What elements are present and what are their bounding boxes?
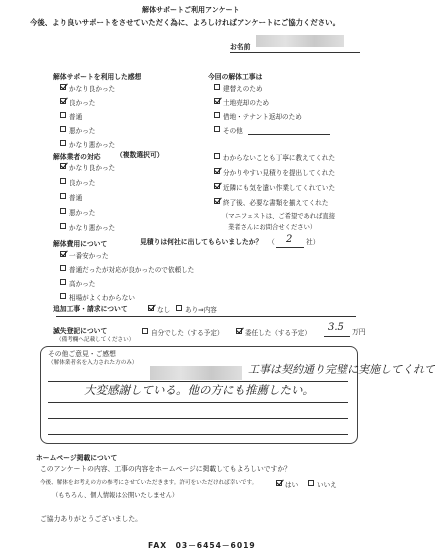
quote-answer[interactable]: 2 [286,234,293,245]
comment-line-2: 大変感謝している。他の方にも推薦したい。 [84,383,314,397]
homepage-question: このアンケートの内容、工事の内容をホームページに掲載してもよろしいですか？ [40,465,291,473]
name-label: お名前 [230,43,251,51]
additional-title: 追加工事・請求について [53,305,128,313]
thanks-text: ご協力ありがとうございました。 [40,515,142,523]
subsidy-amount[interactable]: 3.5 [328,322,344,333]
manifest-note-2: 業者さんにお問合せください） [228,224,317,231]
comment-ruler-1 [48,381,348,382]
support-reason-title: 解体サポートを利用した感想 [53,73,142,81]
manifest-note-1: （マニフェストは、ご希望であれば直接 [222,213,336,220]
privacy-note: （もちろん、個人情報は公開いたしません） [52,492,179,499]
quote-close: 社） [306,238,320,246]
subsidy-title: 滅失登記について [53,327,108,335]
subsidy-unit: 万円 [352,328,366,336]
name-underline [230,52,360,53]
cost-title: 解体費用について [53,240,108,248]
redacted-company [150,366,242,380]
quote-question: 見積りは何社に出してもらいましたか？ [140,238,263,246]
fax-number: FAX 03－6454－6019 [148,541,256,550]
comment-line-1: 工事は契約通り完璧に実施してくれて [248,363,435,376]
additional-underline [56,316,356,317]
contractor-title: 解体業者の対応 [53,153,101,161]
subsidy-amount-underline [324,336,350,337]
homepage-note: 今後、解体をお考えの方の参考にさせていただきます。許可をいただければ幸いです。 [40,480,258,486]
comments-subtitle: （解体業者名を入力された方のみ） [48,360,138,366]
comment-ruler-2 [48,402,348,403]
subsidy-note: （備考欄へ記載してください） [56,337,135,343]
survey-title: 解体サポートご利用アンケート [142,6,240,14]
redacted-name [256,35,344,47]
homepage-title: ホームページ掲載について [36,454,118,462]
quote-open: （ [268,238,275,246]
survey-intro: 今後、より良いサポートをさせていただく為に、よろしければアンケートにご協力ください。 [30,18,340,27]
comment-ruler-3 [48,418,348,419]
comment-ruler-4 [48,434,348,435]
other-underline [248,134,330,135]
demolition-reason-title: 今回の解体工事は [208,73,263,81]
quote-underline [276,247,304,248]
contractor-subtitle: （複数選択可） [116,151,164,159]
comments-title: その他ご意見・ご感想 [48,350,116,358]
